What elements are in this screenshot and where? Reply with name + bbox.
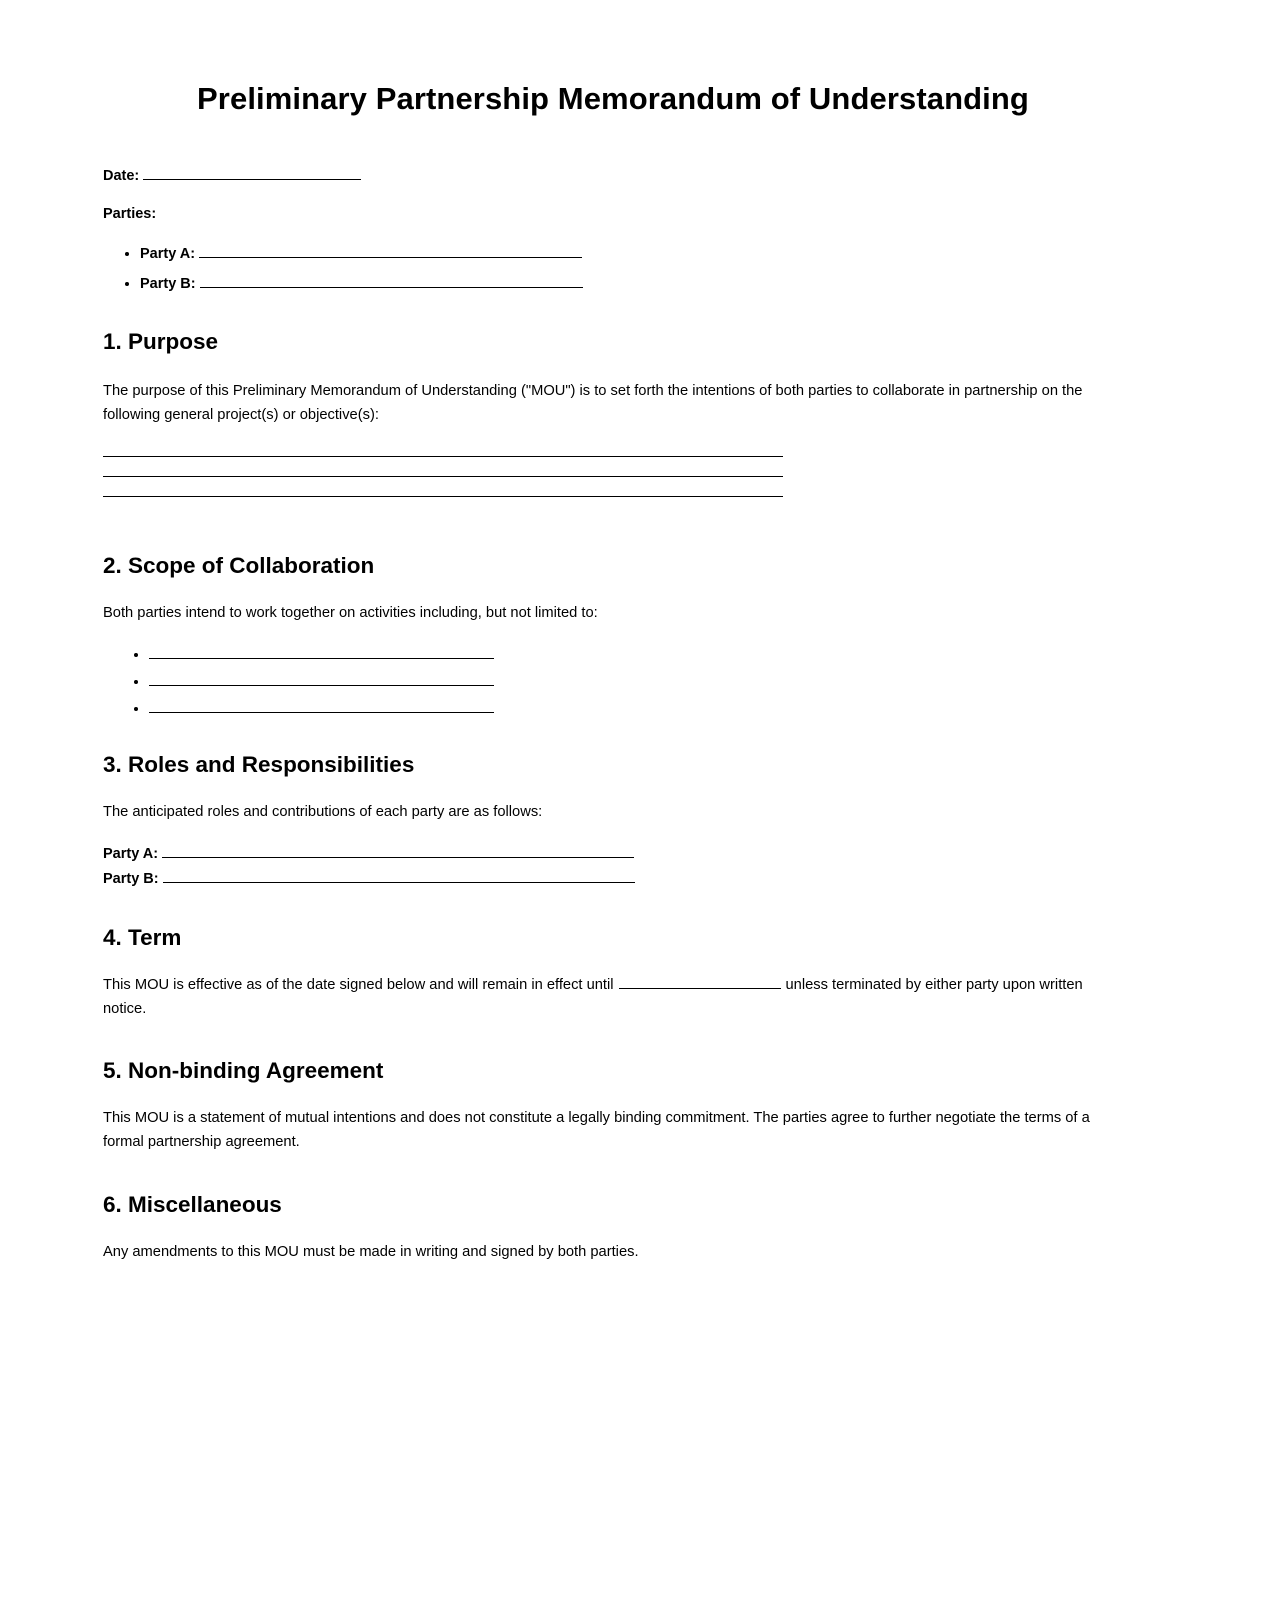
blank-line[interactable] <box>103 476 783 477</box>
section-2-heading-wrap <box>103 552 374 580</box>
section-4-paragraph-wrap <box>103 974 1121 1022</box>
date-blank[interactable] <box>143 165 361 180</box>
term-blank[interactable] <box>619 974 781 989</box>
roles-party-b-row <box>103 867 635 892</box>
section-4-heading-wrap <box>103 924 181 952</box>
section-6-paragraph: Any amendments to this MOU must be made in writing and signed by both parties. <box>103 1244 639 1260</box>
section-2-bullets-wrap <box>112 644 494 726</box>
section-6-paragraph-wrap <box>103 1241 1121 1265</box>
term-text-before-blank: This MOU is effective as of the date signed below and will remain in effect until <box>103 977 614 993</box>
list-item <box>149 699 494 717</box>
date-field-row <box>103 165 361 186</box>
list-item <box>140 243 583 264</box>
section-1-heading-wrap <box>103 328 218 356</box>
section-2-paragraph: Both parties intend to work together on activities including, but not limited to: <box>103 605 598 621</box>
roles-party-a-blank[interactable] <box>162 843 634 858</box>
roles-party-b-label: Party B: <box>103 870 159 887</box>
section-5-heading: 5. Non-binding Agreement <box>103 1058 384 1083</box>
section-4-heading: 4. Term <box>103 925 182 950</box>
section-1-paragraph: The purpose of this Preliminary Memorandum of Understanding ("MOU") is to set forth the intentions of both parties to collaborate in partnership on the following general project(s) or objective(s): <box>103 383 1083 423</box>
section-5-paragraph-wrap <box>103 1107 1123 1155</box>
parties-list <box>103 243 583 295</box>
section-4-paragraph <box>103 974 1121 1022</box>
roles-party-a-row <box>103 842 635 867</box>
section-3-roles-wrap <box>103 842 635 892</box>
section-1-paragraph-wrap <box>103 380 1121 428</box>
blank-line[interactable] <box>103 496 783 497</box>
parties-list-wrap <box>103 243 583 304</box>
list-item <box>149 671 494 689</box>
party-b-blank[interactable] <box>200 273 583 288</box>
section-3-paragraph-wrap <box>103 801 1121 825</box>
section-5-heading-wrap <box>103 1057 383 1085</box>
date-field <box>103 165 361 186</box>
party-a-label: Party A: <box>140 245 196 262</box>
document-content <box>103 0 1123 117</box>
section-1-blank-lines <box>103 456 783 516</box>
party-b-label: Party B: <box>140 276 196 293</box>
section-2-paragraph-wrap <box>103 602 1121 626</box>
blank-line[interactable] <box>103 456 783 457</box>
list-item <box>149 644 494 662</box>
section-2-heading: 2. Scope of Collaboration <box>103 553 375 578</box>
section-3-paragraph: The anticipated roles and contributions of each party are as follows: <box>103 804 543 820</box>
scope-blank-list <box>112 644 494 717</box>
party-a-blank[interactable] <box>199 243 582 258</box>
section-5-paragraph: This MOU is a statement of mutual intentions and does not constitute a legally binding commitment. The parties agree to further negotiate the terms of a formal partnership agreement. <box>103 1110 1090 1150</box>
roles-party-b-blank[interactable] <box>163 868 635 883</box>
section-3-heading-wrap <box>103 751 414 779</box>
scope-blank-1[interactable] <box>149 644 494 659</box>
term-text-after-blank: unless terminated by either party upon written notice. <box>103 977 1083 1017</box>
section-6-heading: 6. Miscellaneous <box>103 1192 282 1217</box>
section-3-heading: 3. Roles and Responsibilities <box>103 752 415 777</box>
page-title: Preliminary Partnership Memorandum of Understanding <box>197 81 1029 116</box>
parties-label: Parties: <box>103 206 157 222</box>
roles-party-a-label: Party A: <box>103 846 159 862</box>
date-label: Date: <box>103 167 140 184</box>
section-6-heading-wrap <box>103 1191 282 1219</box>
section-1-heading: 1. Purpose <box>103 329 219 354</box>
scope-blank-2[interactable] <box>149 671 494 686</box>
scope-blank-3[interactable] <box>149 699 494 714</box>
list-item <box>140 273 583 294</box>
parties-label-row <box>103 205 156 225</box>
